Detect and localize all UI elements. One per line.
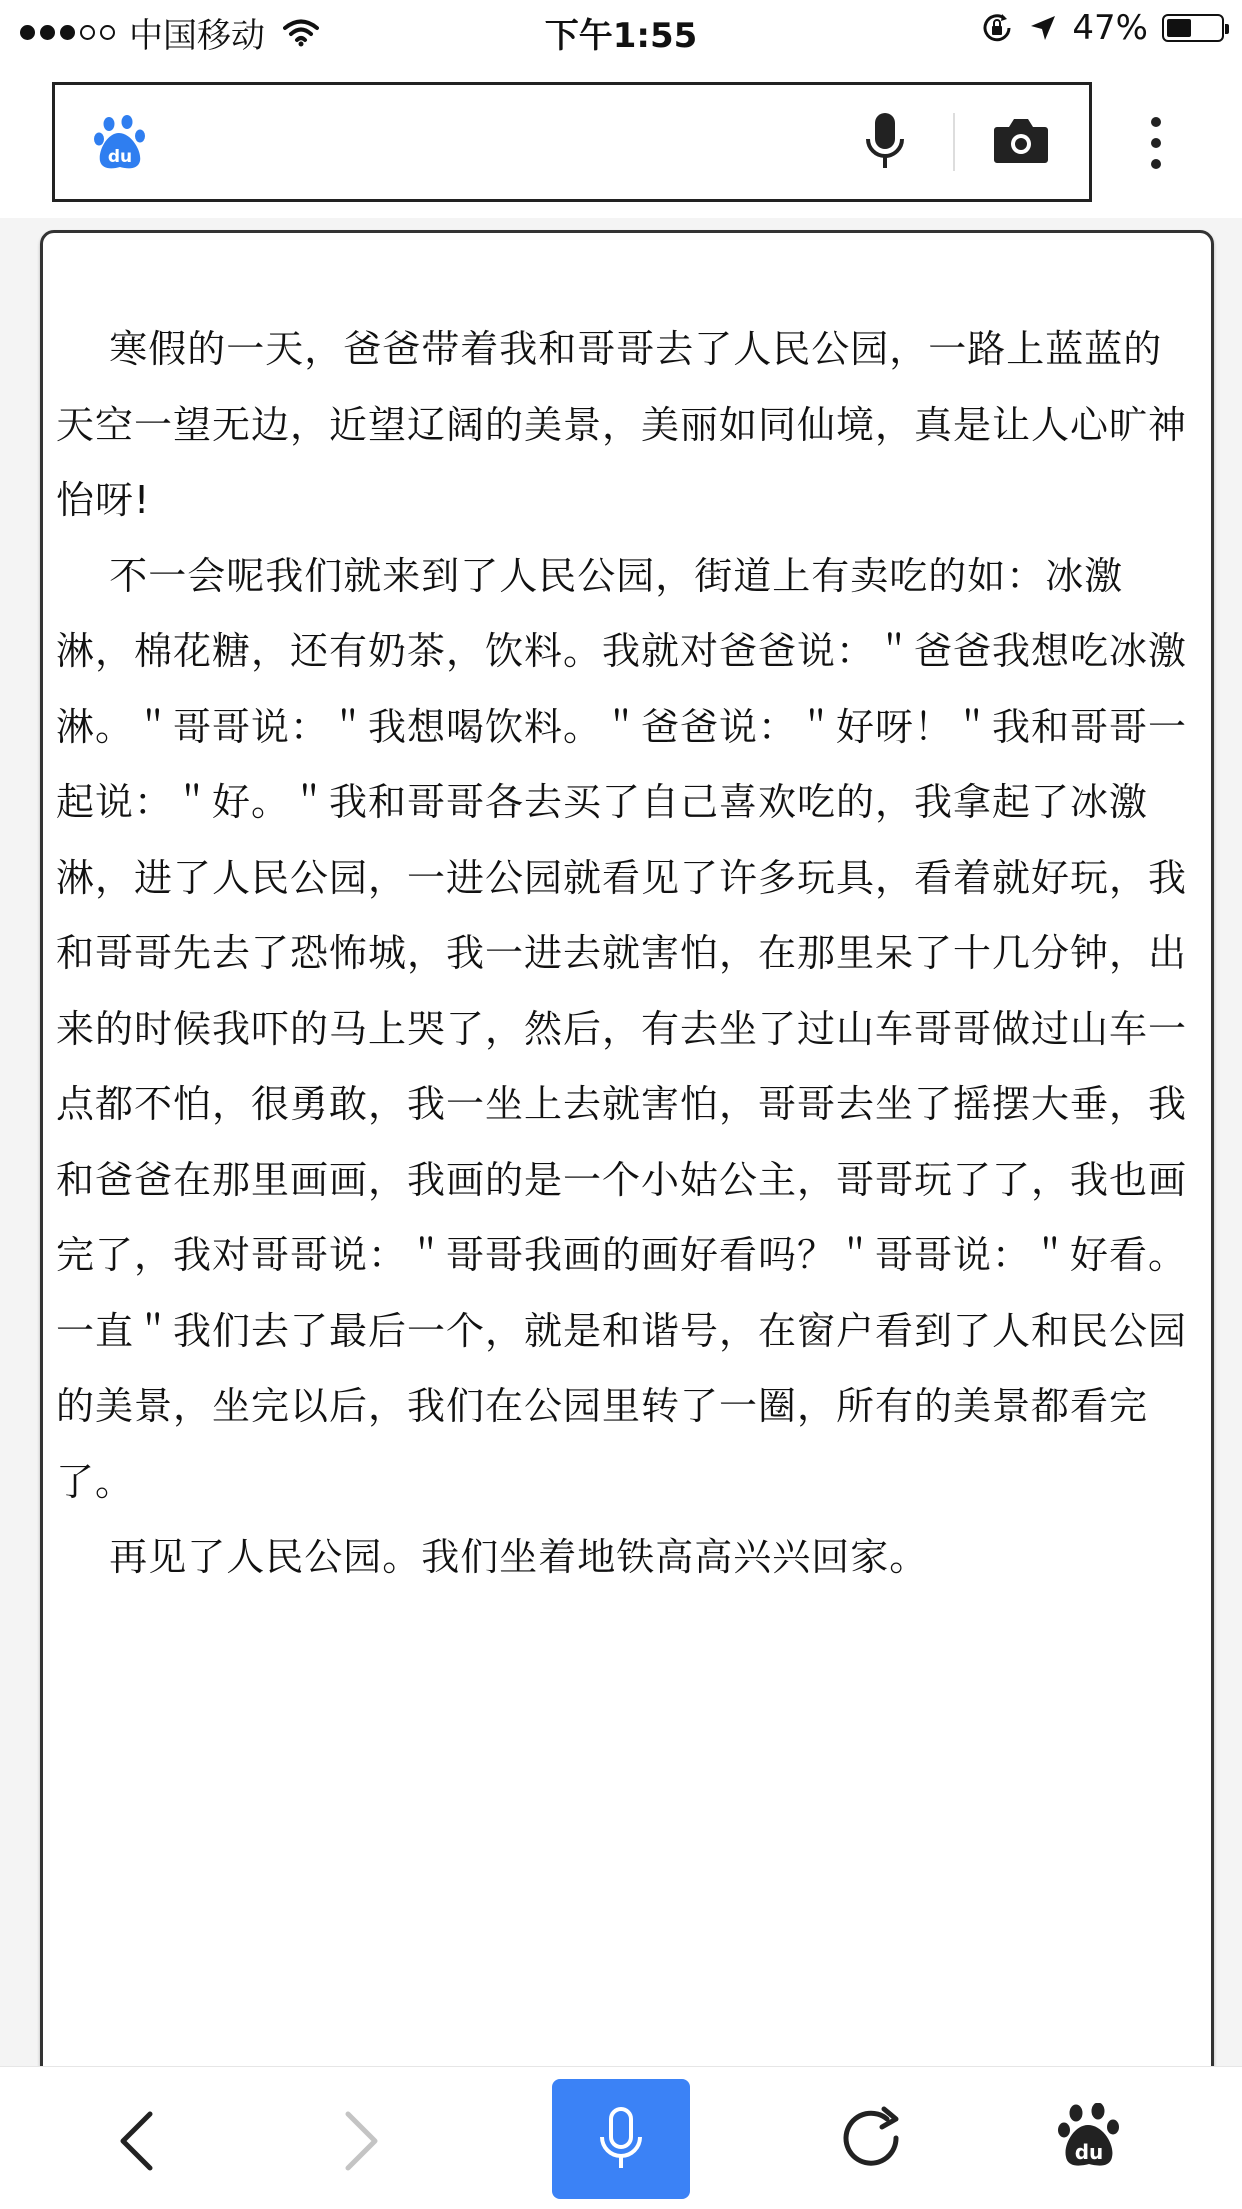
status-bar <box>0 0 1242 62</box>
location-arrow-icon <box>1028 13 1058 43</box>
clock: 下午1:55 <box>544 16 698 56</box>
article-paragraph-1: 寒假的一天，爸爸带着我和哥哥去了人民公园，一路上蓝蓝的天空一望无边，近望辽阔的美景，美丽如同仙境，真是让人心旷神怡呀! <box>56 327 1188 522</box>
more-menu-icon[interactable] <box>1150 116 1162 170</box>
search-header <box>0 62 1242 218</box>
refresh-icon[interactable] <box>840 2105 904 2171</box>
search-divider <box>953 113 955 171</box>
article-paragraph-2: 不一会呢我们就来到了人民公园，街道上有卖吃的如：冰激淋，棉花糖，还有奶茶，饮料。我就对爸爸说：＂爸爸我想吃冰激淋。＂哥哥说：＂我想喝饮料。＂爸爸说：＂好呀！＂我和哥哥一起说：＂好。＂我和哥哥各去买了自己喜欢吃的，我拿起了冰激淋，进了人民公园，一进公园就看见了许多玩具，看着就好玩，我和哥哥先去了恐怖城，我一进去就害怕，在那里呆了十几分钟，出来的时候我吓的马上哭了，然后，有去坐了过山车哥哥做过山车一点都不怕，很勇敢，我一坐上去就害怕，哥哥去坐了摇摆大垂，我和爸爸在那里画画，我画的是一个小姑公主，哥哥玩了了，我也画完了，我对哥哥说：＂哥哥我画的画好看吗？＂哥哥说：＂好看。一直＂我们去了最后一个，就是和谐号，在窗户看到了人和民公园的美景，坐完以后，我们在公园里转了一圈，所有的美景都看完了。 <box>56 553 1188 1504</box>
microphone-icon <box>598 2106 644 2172</box>
rotation-lock-icon <box>980 11 1014 45</box>
battery-icon <box>1162 14 1224 42</box>
back-chevron-icon[interactable] <box>118 2111 154 2171</box>
bottom-toolbar <box>0 2066 1242 2209</box>
battery-percent: 47% <box>1072 8 1148 48</box>
microphone-icon[interactable] <box>863 111 907 173</box>
article-body <box>56 312 1196 1596</box>
search-input[interactable] <box>52 82 1092 202</box>
baidu-home-icon[interactable] <box>1058 2103 1120 2169</box>
status-right <box>980 8 1224 48</box>
baidu-home-logo-text: du <box>1074 2140 1104 2164</box>
baidu-logo-text: du <box>107 147 133 167</box>
battery-level-fill <box>1167 19 1191 37</box>
voice-search-button[interactable] <box>552 2079 690 2199</box>
baidu-paw-icon[interactable] <box>93 115 147 171</box>
camera-icon[interactable] <box>993 115 1049 165</box>
carrier-name: 中国移动 <box>129 16 265 56</box>
article-paragraph-3: 再见了人民公园。我们坐着地铁高高兴兴回家。 <box>109 1535 929 1579</box>
forward-chevron-icon[interactable] <box>344 2111 380 2171</box>
